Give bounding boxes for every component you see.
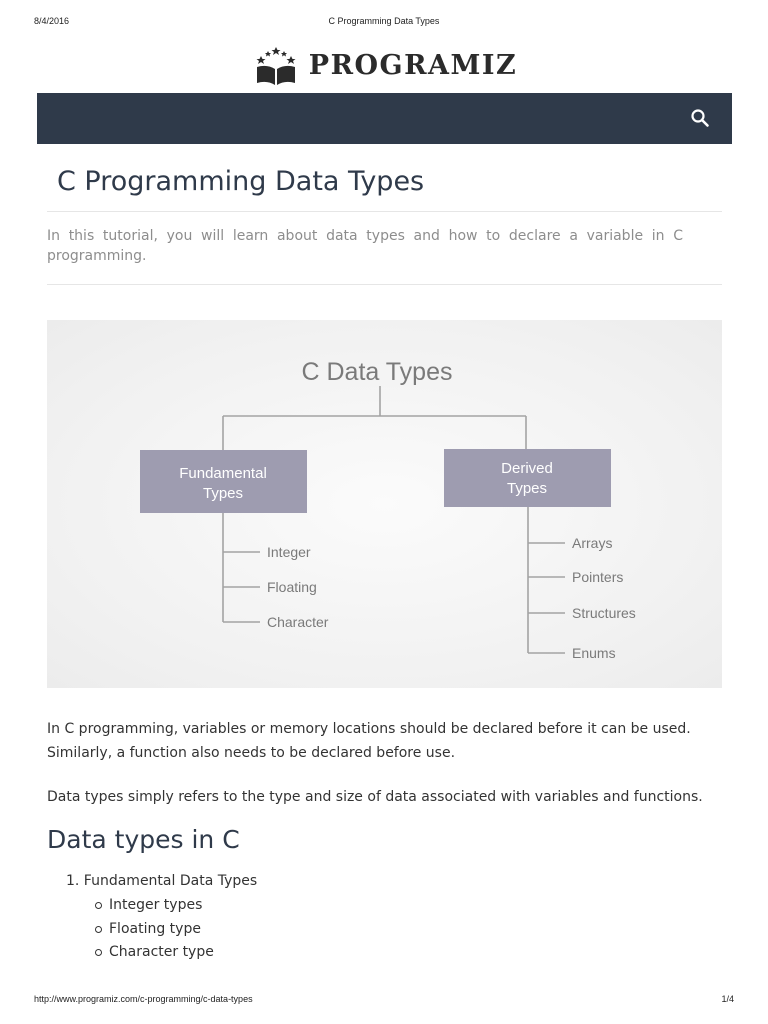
diagram-svg — [47, 320, 722, 688]
derived-box-line2: Types — [506, 480, 548, 497]
list-item-label: Floating type — [109, 921, 201, 937]
page-title: C Programming Data Types — [57, 166, 425, 197]
list-item — [109, 894, 202, 916]
search-icon[interactable] — [690, 108, 710, 128]
pointers-label: Pointers — [572, 569, 624, 585]
integer-label: Integer — [267, 544, 311, 560]
arrays-label: Arrays — [572, 535, 613, 551]
print-date: 8/4/2016 — [34, 16, 70, 26]
section-heading: Data types in C — [47, 825, 240, 854]
bullet-icon — [95, 949, 102, 956]
intro-divider — [47, 284, 722, 285]
paragraph-declaration: In C programming, variables or memory locations should be declared before it can be used. Similarly, a function also needs to be declared before use. — [47, 721, 691, 761]
fundamental-box-line2: Types — [202, 485, 244, 502]
paragraph-data-types: Data types simply refers to the type and size of data associated with variables and functions. — [47, 789, 703, 805]
data-types-diagram — [47, 320, 722, 688]
print-url: http://www.programiz.com/c-programming/c-data-types — [34, 994, 253, 1004]
site-logo[interactable] — [0, 42, 768, 88]
list-item — [109, 941, 214, 963]
brand-name: PROGRAMIZ — [308, 49, 518, 81]
intro-text: In this tutorial, you will learn about data types and how to declare a variable in C programming. — [47, 228, 683, 264]
page-number: 1/4 — [721, 994, 734, 1004]
derived-types-box — [444, 449, 611, 507]
print-header — [34, 16, 734, 30]
bullet-icon — [95, 926, 102, 933]
derived-box-line1: Derived — [501, 460, 553, 477]
list-item: 1. Fundamental Data Types — [66, 873, 258, 889]
print-page-title: C Programming Data Types — [328, 16, 440, 26]
enums-label: Enums — [572, 645, 616, 661]
character-label: Character — [267, 614, 329, 630]
structures-label: Structures — [572, 605, 636, 621]
list-item — [109, 918, 201, 940]
open-book-stars-icon — [251, 43, 301, 87]
top-navbar — [37, 93, 732, 144]
title-divider — [47, 211, 722, 212]
list-item-label: Integer types — [109, 897, 203, 913]
diagram-title: C Data Types — [301, 358, 453, 386]
floating-label: Floating — [267, 579, 317, 595]
print-footer — [34, 994, 734, 1008]
bullet-icon — [95, 902, 102, 909]
fundamental-box-line1: Fundamental — [179, 465, 267, 482]
list-item-label: Character type — [109, 944, 214, 960]
